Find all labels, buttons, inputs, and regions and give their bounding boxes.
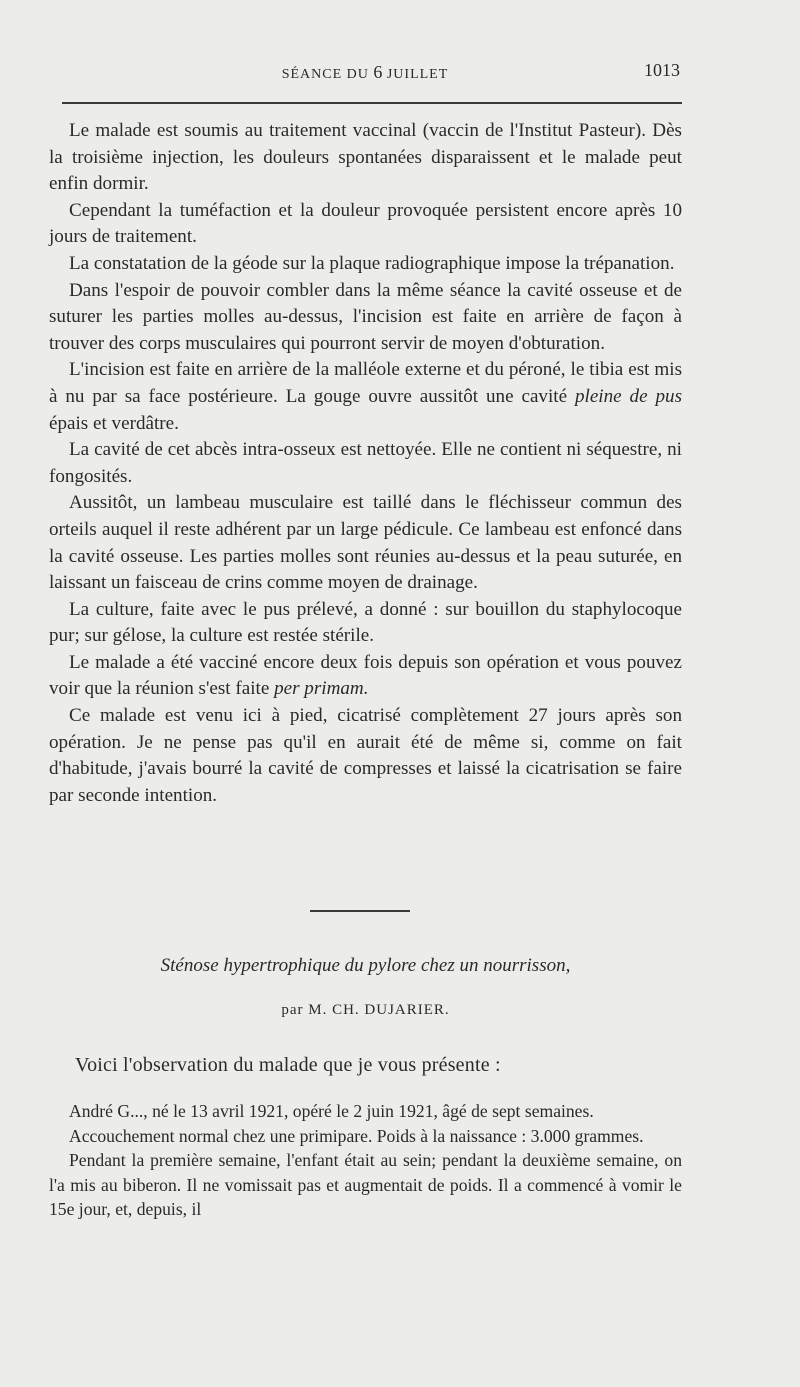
running-title (50, 62, 680, 83)
paragraph: La culture, faite avec le pus prélevé, a donné : sur bouillon du staphylocoque pur; sur gélose, la culture est restée stérile. (49, 598, 682, 647)
header-rule (62, 102, 682, 104)
running-title-pre: SÉANCE DU (281, 67, 374, 82)
paragraph: La constatation de la géode sur la plaque radiographique impose la trépanation. (69, 252, 675, 274)
paragraph: Le malade est soumis au traitement vaccinal (vaccin de l'Institut Pasteur). Dès la troisième injection, les douleurs spontanées disparaissent et le malade peut enfin dormir. (49, 120, 682, 195)
paragraph-text: épais et verdâtre. (49, 412, 179, 434)
body-text (49, 118, 682, 809)
article-author: par M. CH. DUJARIER. (281, 1002, 450, 1018)
running-title-post: JUILLET (382, 67, 449, 82)
article-title: Sténose hypertrophique du pylore chez un nourrisson, (160, 955, 571, 976)
paragraph-text: L'incision est faite en arrière de la malléole externe et du péroné, le tibia est mis à nu par sa face postérieure. La gouge ouvre aussitôt une cavité (49, 359, 682, 407)
observation-paragraph: Pendant la première semaine, l'enfant était au sein; pendant la deuxième semaine, on l'a mis au biberon. Il ne vomissait pas et augmentait de poids. Il a commencé à vomir le 15e jour, et, depuis, il (49, 1150, 682, 1219)
running-title-num: 6 (373, 62, 383, 82)
article-intro: Voici l'observation du malade que je vous présente : (75, 1054, 501, 1076)
paragraph (49, 650, 682, 703)
paragraph: Dans l'espoir de pouvoir combler dans la même séance la cavité osseuse et de suturer les parties molles au-dessus, l'incision est faite en arrière de façon à trouver des corps musculaires qui pourront servir de moyen d'obturation. (49, 279, 682, 354)
paragraph: La cavité de cet abcès intra-osseux est nettoyée. Elle ne contient ni séquestre, ni fongosités. (49, 439, 682, 487)
paragraph: Aussitôt, un lambeau musculaire est taillé dans le fléchisseur commun des orteils auquel il reste adhérent par un large pédicule. Ce lambeau est enfoncé dans la cavité osseuse. Les parties molles sont réunies au-dessus et la peau suturée, en laissant un faisceau de crins comme moyen de drainage. (49, 492, 682, 594)
observation-text (49, 1099, 682, 1222)
paragraph-italic: pleine de pus (574, 385, 682, 407)
section-separator (310, 910, 410, 912)
paragraph-text: Le malade a été vacciné encore deux fois depuis son opération et vous pouvez voir que la réunion s'est faite (49, 651, 682, 700)
paragraph-italic: per primam. (274, 678, 369, 700)
paragraph (49, 357, 682, 437)
page-number: 1013 (644, 60, 680, 80)
observation-paragraph: André G..., né le 13 avril 1921, opéré le 2 juin 1921, âgé de sept semaines. (69, 1101, 594, 1121)
page-header (50, 62, 680, 86)
paragraph: Ce malade est venu ici à pied, cicatrisé complètement 27 jours après son opération. Je ne pense pas qu'il en aurait été de même si, comme on fait d'habitude, j'avais bourré la cavité de compresses et laissé la cicatrisation se faire par seconde intention. (49, 705, 682, 806)
paragraph: Cependant la tuméfaction et la douleur provoquée persistent encore après 10 jours de traitement. (49, 199, 682, 248)
observation-paragraph: Accouchement normal chez une primipare. Poids à la naissance : 3.000 grammes. (69, 1125, 644, 1146)
